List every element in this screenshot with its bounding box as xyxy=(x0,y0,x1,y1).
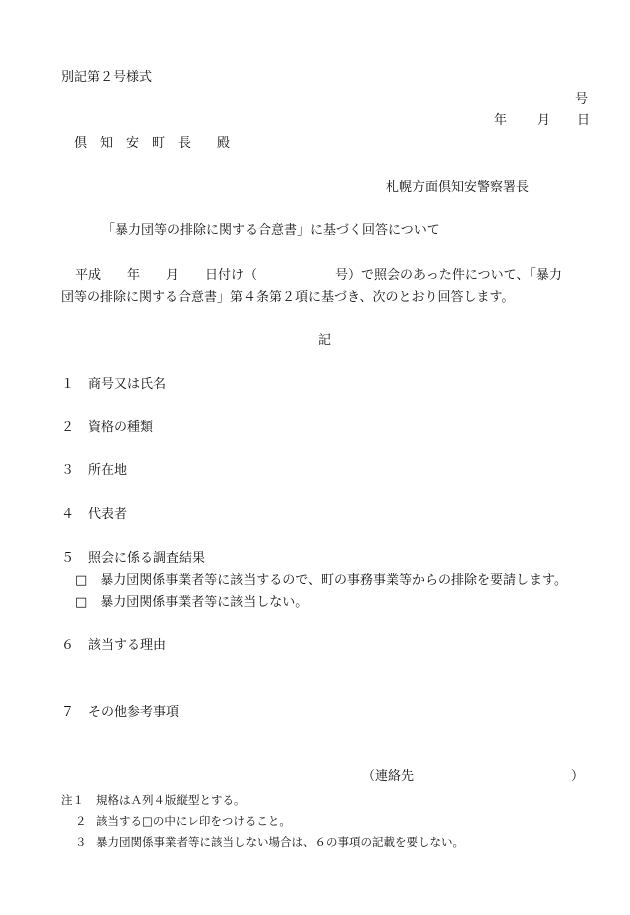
note-number: 注１ xyxy=(61,793,84,807)
note-text: 規格はＡ列４版縦型とする。 xyxy=(96,793,246,807)
date-year: 年 xyxy=(494,113,508,128)
number-label: 号 xyxy=(575,92,589,107)
contact-open: （連絡先 xyxy=(362,769,415,784)
ki-heading: 記 xyxy=(318,333,332,348)
note-text: 該当する□の中にレ印をつけること。 xyxy=(96,814,291,828)
form-label: 別記第２号様式 xyxy=(61,70,153,85)
item-label: 商号又は氏名 xyxy=(88,377,167,392)
item-number: １ xyxy=(61,377,75,392)
date-day: 日 xyxy=(577,113,591,128)
item-label: 所在地 xyxy=(88,463,128,478)
addressee: 倶 知 安 町 長 殿 xyxy=(74,136,231,151)
item-label: 代表者 xyxy=(88,507,128,522)
item-label: 該当する理由 xyxy=(88,638,167,653)
note-text: 暴力団関係事業者等に該当しない場合は、６の事項の記載を要しない。 xyxy=(96,835,464,849)
item-number: ３ xyxy=(61,463,75,478)
note-number: ３ xyxy=(75,835,87,849)
checkbox-option-not-applicable[interactable]: □ 暴力団関係事業者等に該当しない。 xyxy=(75,595,309,610)
item-number: ６ xyxy=(61,638,75,653)
item-number: ５ xyxy=(61,551,75,566)
item-label: その他参考事項 xyxy=(88,705,180,720)
date-month: 月 xyxy=(537,113,551,128)
contact-close: ） xyxy=(571,769,585,784)
sender: 札幌方面倶知安警察署長 xyxy=(386,180,530,195)
body-line-2: 団等の排除に関する合意書」第４条第２項に基づき、次のとおり回答します。 xyxy=(61,290,515,305)
subject: 「暴力団等の排除に関する合意書」に基づく回答について xyxy=(102,223,440,238)
checkbox-option-exclude[interactable]: □ 暴力団関係事業者等に該当するので、町の事務事業等からの排除を要請します。 xyxy=(75,573,567,588)
item-label: 資格の種類 xyxy=(88,420,154,435)
item-number: ４ xyxy=(61,507,75,522)
item-number: ７ xyxy=(61,705,75,720)
note-number: ２ xyxy=(75,814,87,828)
body-line-1: 平成 年 月 日付け（ 号）で照会のあった件について、「暴力 xyxy=(75,268,562,283)
item-number: ２ xyxy=(61,420,75,435)
item-label: 照会に係る調査結果 xyxy=(88,551,206,566)
